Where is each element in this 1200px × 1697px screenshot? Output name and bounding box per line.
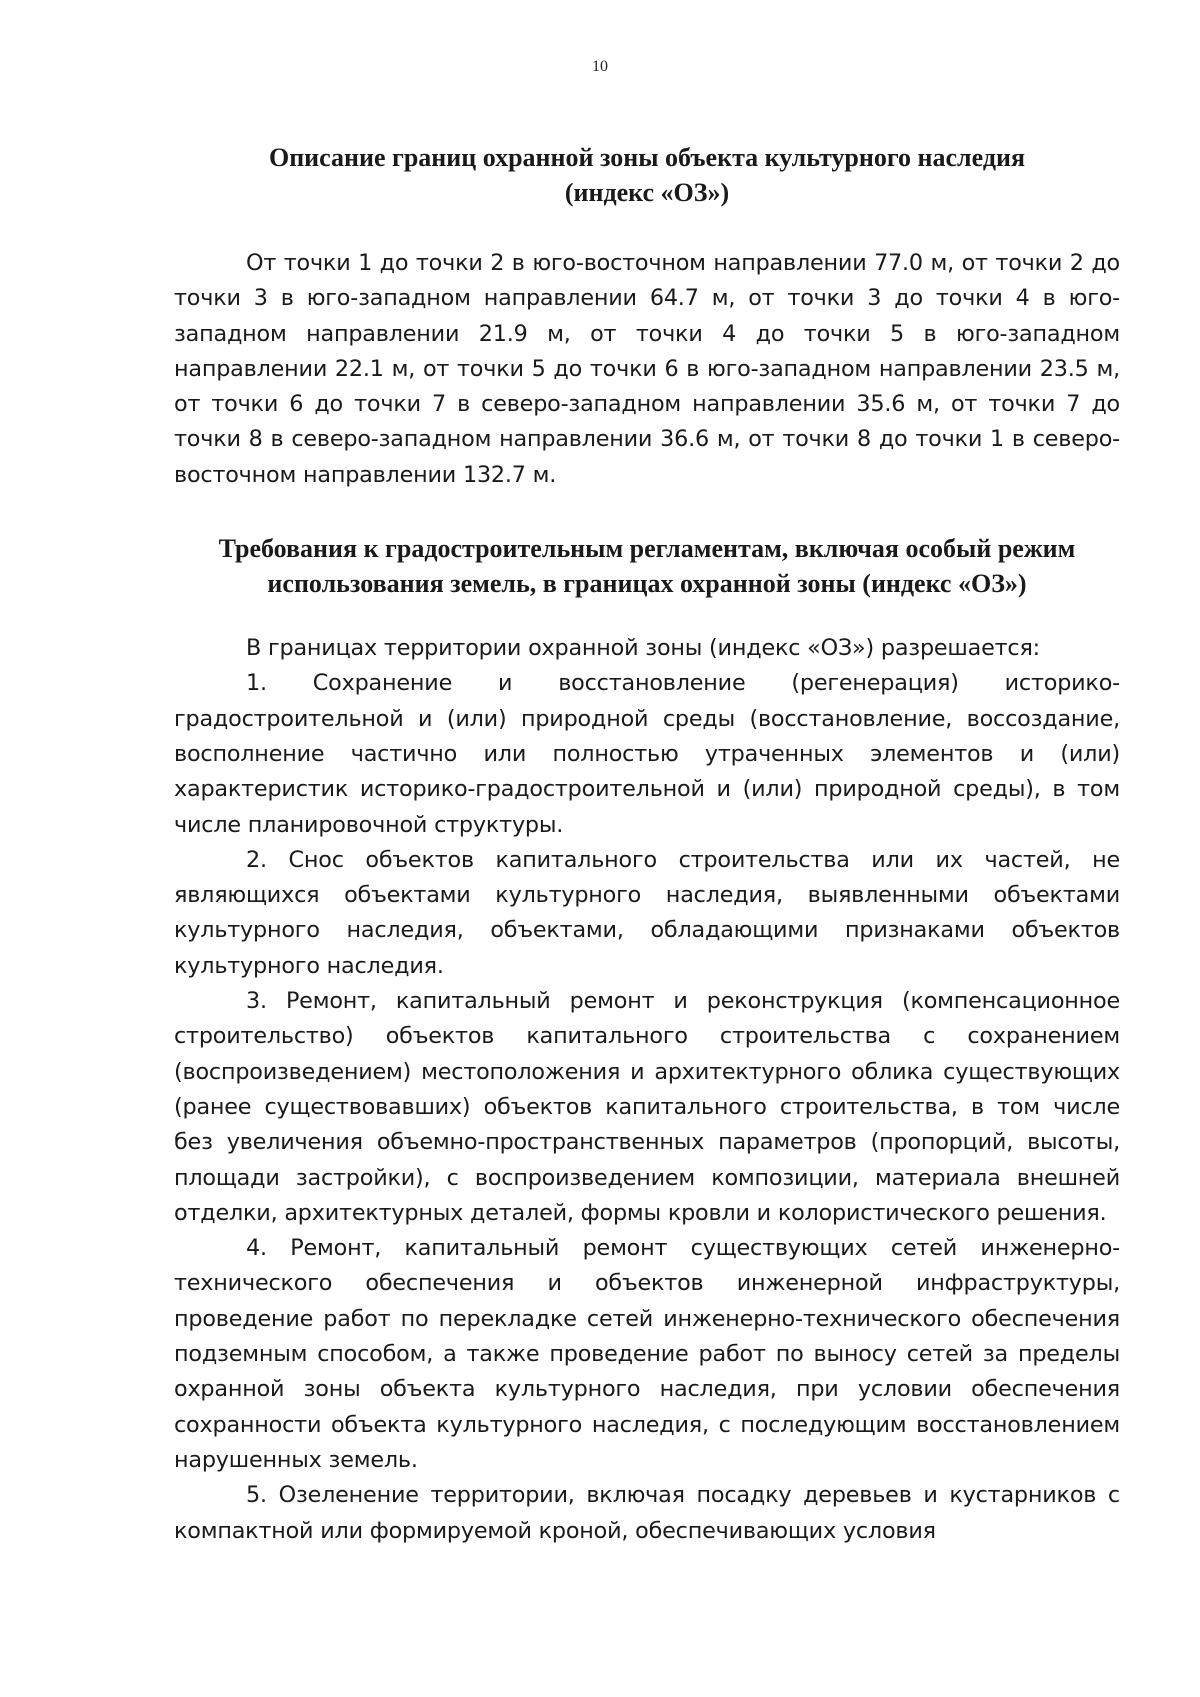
- boundary-description-paragraph: От точки 1 до точки 2 в юго-восточном направлении 77.0 м, от точки 2 до точки 3 в юго-западном направлении 64.7 м, от точки 3 до точки 4 в юго-западном направлении 21.9 м, от точки 4 до точки 5 в юго-западном направлении 22.1 м, от точки 5 до точки 6 в юго-западном направлении 23.5 м, от точки 6 до точки 7 в северо-западном направлении 35.6 м, от точки 7 до точки 8 в северо-западном направлении 36.6 м, от точки 8 до точки 1 в северо-восточном направлении 132.7 м.: [174, 250, 1120, 488]
- section-heading-requirements: [174, 531, 1120, 601]
- requirement-item: 4. Ремонт, капитальный ремонт существующих сетей инженерно-технического обеспечения и объектов инженерной инфраструктуры, проведение работ по перекладке сетей инженерно-технического обеспечения подземным способом, а также проведение работ по выносу сетей за пределы охранной зоны объекта культурного наследия, при условии обеспечения сохранности объекта культурного наследия, с последующим восстановлением нарушенных земель.: [174, 1235, 1120, 1473]
- heading-line: Требования к градостроительным регламентам, включая особый режим: [218, 534, 1076, 564]
- heading-line: (индекс «ОЗ»): [564, 178, 730, 207]
- page-number: 10: [592, 58, 608, 75]
- requirement-item: 5. Озеленение территории, включая посадку деревьев и кустарников с компактной или формируемой кроной, обеспечивающих условия: [174, 1482, 1120, 1544]
- requirement-item: 2. Снос объектов капитального строительства или их частей, не являющихся объектами культурного наследия, выявленными объектами культурного наследия, объектами, обладающими признаками объектов культурного наследия.: [174, 846, 1120, 979]
- requirements-intro: В границах территории охранной зоны (индекс «ОЗ») разрешается:: [246, 635, 1040, 662]
- heading-line: использования земель, в границах охранной зоны (индекс «ОЗ»): [267, 569, 1027, 599]
- document-body: [174, 140, 1120, 1549]
- requirement-item: 3. Ремонт, капитальный ремонт и реконструкция (компенсационное строительство) объектов капитального строительства с сохранением (воспроизведением) местоположения и архитектурного облика существующих (ранее существовавших) объектов капитального строительства, в том числе без увеличения объемно-пространственных параметров (пропорций, высоты, площади застройки), с воспроизведением композиции, материала внешней отделки, архитектурных деталей, формы кровли и колористического решения.: [174, 988, 1120, 1226]
- requirement-item: 1. Сохранение и восстановление (регенерация) историко-градостроительной и (или) природной среды (восстановление, воссоздание, восполнение частично или полностью утраченных элементов и (или) характеристик историко-градостроительной и (или) природной среды), в том числе планировочной структуры.: [174, 670, 1120, 838]
- section-heading-boundaries: [174, 140, 1120, 210]
- heading-line: Описание границ охранной зоны объекта культурного наследия: [268, 143, 1026, 172]
